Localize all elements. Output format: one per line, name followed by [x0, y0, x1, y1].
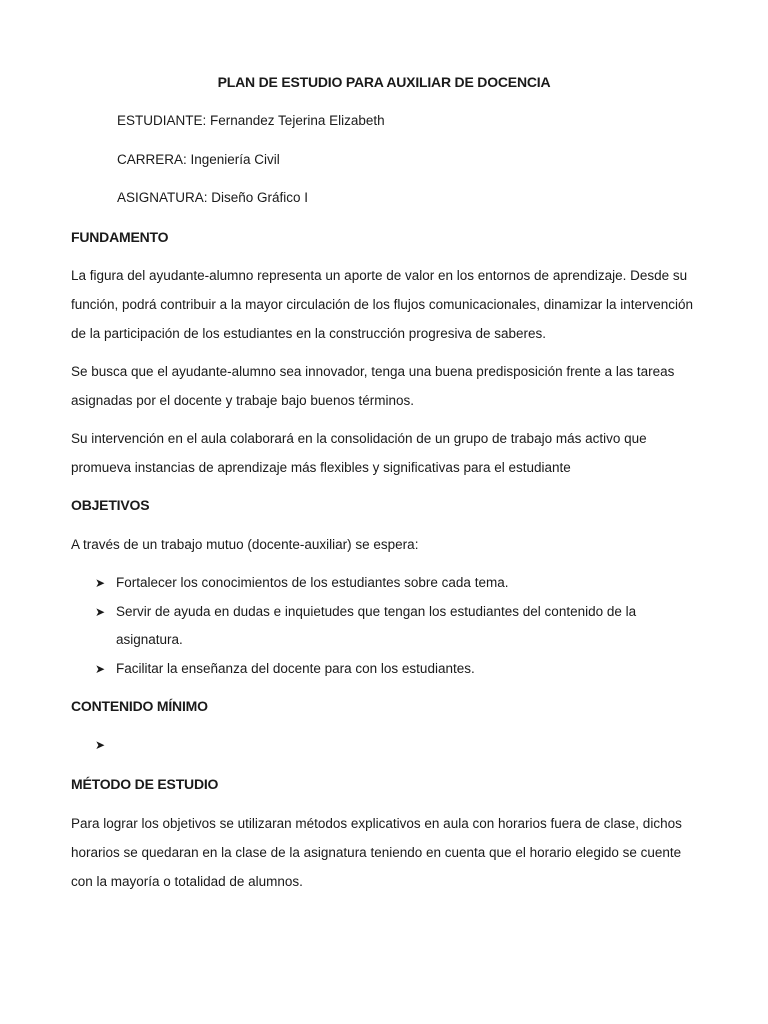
metodo-paragraph-1: Para lograr los objetivos se utilizaran métodos explicativos en aula con horarios fuera de clase, dichos horarios se quedaran en la clase de la asignatura teniendo en cuenta que el horario elegido se cuente con la mayoría o totalidad de alumnos.	[71, 816, 682, 889]
document-title: PLAN DE ESTUDIO PARA AUXILIAR DE DOCENCIA	[217, 74, 551, 90]
objetivos-intro: A través de un trabajo mutuo (docente-auxiliar) se espera:	[71, 537, 419, 552]
list-item-text: Facilitar la enseñanza del docente para con los estudiantes.	[116, 660, 475, 676]
objetivos-list	[93, 569, 673, 683]
metodo-heading: MÉTODO DE ESTUDIO	[71, 776, 219, 792]
student-line: ESTUDIANTE: Fernandez Tejerina Elizabeth	[117, 113, 385, 128]
arrowhead-bullet-icon: ➤	[95, 604, 106, 619]
arrowhead-bullet-icon: ➤	[95, 661, 106, 676]
list-item-text: Fortalecer los conocimientos de los estudiantes sobre cada tema.	[116, 575, 509, 590]
fundamento-paragraph-1: La figura del ayudante-alumno representa un aporte de valor en los entornos de aprendizaje. Desde su función, podrá contribuir a la mayor circulación de los flujos comunicacionales, dinamizar la intervención de la participación de los estudiantes en la construcción progresiva de saberes.	[71, 268, 694, 341]
list-item	[93, 598, 673, 655]
subject-line: ASIGNATURA: Diseño Gráfico I	[117, 190, 309, 205]
fundamento-paragraph-2: Se busca que el ayudante-alumno sea innovador, tenga una buena predisposición frente a las tareas asignadas por el docente y trabaje bajo buenos términos.	[71, 364, 675, 408]
fundamento-heading: FUNDAMENTO	[71, 229, 169, 245]
list-item	[93, 655, 673, 684]
arrowhead-bullet-icon: ➤	[95, 576, 106, 590]
fundamento-paragraph-3: Su intervención en el aula colaborará en la consolidación de un grupo de trabajo más activo que promueva instancias de aprendizaje más flexibles y significativas para el estudiante	[71, 431, 647, 475]
career-line: CARRERA: Ingeniería Civil	[117, 152, 280, 167]
objetivos-heading: OBJETIVOS	[71, 497, 150, 513]
arrowhead-bullet-icon: ➤	[95, 738, 106, 752]
list-item	[93, 569, 673, 598]
list-item-text: Servir de ayuda en dudas e inquietudes que tengan los estudiantes del contenido de la asignatura.	[116, 603, 637, 647]
contenido-heading: CONTENIDO MÍNIMO	[71, 698, 208, 714]
